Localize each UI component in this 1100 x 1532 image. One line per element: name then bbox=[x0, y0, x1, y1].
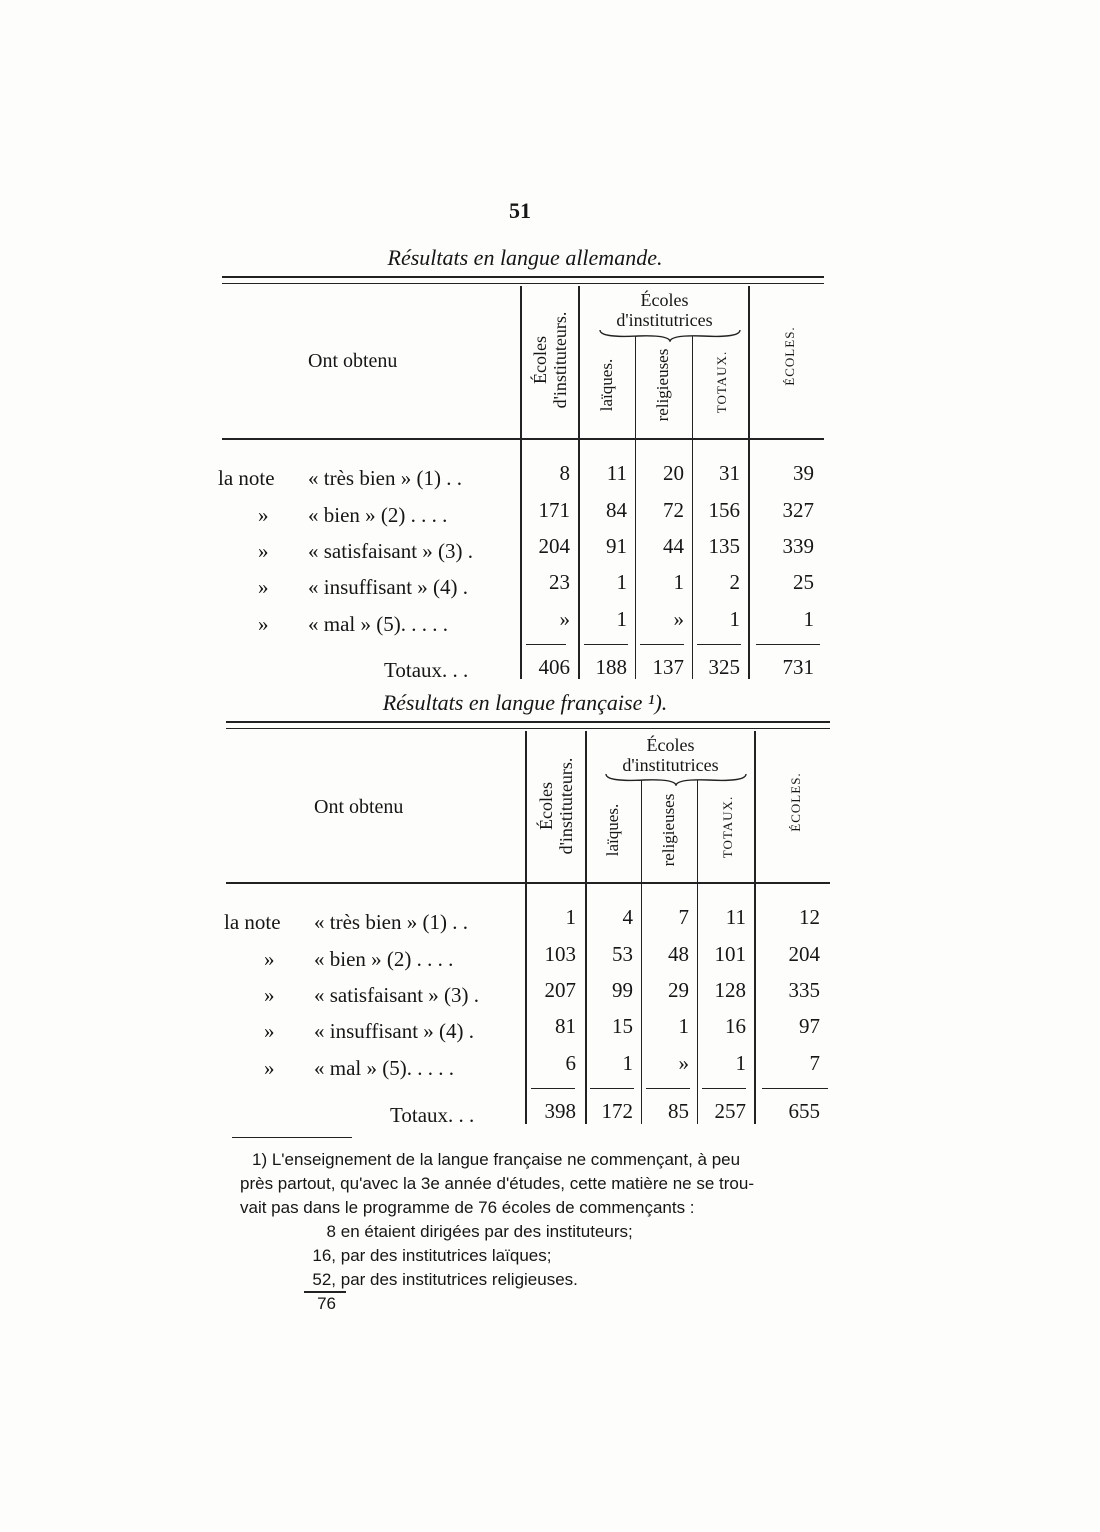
cell-totaux: 1 bbox=[735, 1051, 746, 1075]
footnote-line: 1) L'enseignement de la langue française ne commençant, à peu bbox=[252, 1150, 741, 1169]
cell-ecoles: 7 bbox=[809, 1051, 820, 1075]
row-prefix: » bbox=[258, 503, 269, 527]
cell-totaux: 31 bbox=[719, 461, 740, 485]
cell-totaux: 156 bbox=[708, 498, 740, 522]
cell-religieuses: 44 bbox=[663, 534, 684, 558]
group-brace bbox=[598, 328, 743, 342]
col-separator bbox=[520, 286, 522, 679]
col-separator bbox=[525, 731, 527, 1124]
cell-totaux: 2 bbox=[729, 570, 740, 594]
cell-ecoles: 12 bbox=[799, 905, 820, 929]
cell-instituteurs: 8 bbox=[559, 461, 570, 485]
cell-ecoles: 204 bbox=[788, 942, 820, 966]
cell-instituteurs: 103 bbox=[544, 942, 576, 966]
row-prefix: » bbox=[264, 1019, 275, 1043]
total-laiques: 172 bbox=[601, 1099, 633, 1123]
page-number: 51 bbox=[509, 198, 531, 223]
footnote-line: près partout, qu'avec la 3e année d'études, cette matière ne se trou- bbox=[240, 1174, 754, 1193]
footnote-sum-rule bbox=[304, 1291, 346, 1293]
row-label: « mal » (5). . . . . bbox=[314, 1056, 454, 1080]
row-prefix: la note bbox=[224, 910, 281, 934]
col-separator bbox=[697, 780, 698, 1124]
cell-totaux: 1 bbox=[729, 607, 740, 631]
table-title-french: Résultats en langue française ¹). bbox=[382, 690, 668, 715]
row-label: « bien » (2) . . . . bbox=[314, 947, 454, 971]
row-label: « très bien » (1) . . bbox=[314, 910, 468, 934]
total-instituteurs: 406 bbox=[538, 655, 570, 679]
cell-religieuses: » bbox=[673, 607, 684, 631]
footnote-line: vait pas dans le programme de 76 écoles de commençants : bbox=[240, 1198, 695, 1217]
cell-ecoles: 335 bbox=[788, 978, 820, 1002]
footnote-item-number: 8 bbox=[326, 1222, 336, 1241]
cell-laiques: 4 bbox=[622, 905, 633, 929]
cell-instituteurs: » bbox=[559, 607, 570, 631]
row-label: « satisfaisant » (3) . bbox=[308, 539, 474, 563]
cell-instituteurs: 1 bbox=[565, 905, 576, 929]
sum-rule bbox=[702, 1088, 746, 1089]
sum-rule bbox=[590, 1088, 634, 1089]
row-prefix: » bbox=[264, 947, 275, 971]
col-separator bbox=[748, 286, 750, 679]
cell-instituteurs: 23 bbox=[549, 570, 570, 594]
row-prefix: » bbox=[264, 1056, 275, 1080]
col-header-instituteurs: Écoles d'instituteurs. bbox=[530, 311, 570, 409]
col-separator bbox=[578, 286, 580, 679]
cell-totaux: 101 bbox=[714, 942, 746, 966]
footnote-separator bbox=[232, 1137, 352, 1138]
footnote-item-number: 52, bbox=[312, 1270, 336, 1289]
col-header-totaux: TOTAUX. bbox=[714, 350, 729, 414]
sum-rule bbox=[526, 644, 566, 645]
table-top-rule-inner bbox=[226, 728, 830, 729]
col-header-ecoles: ÉCOLES. bbox=[782, 326, 797, 386]
cell-totaux: 11 bbox=[725, 905, 746, 929]
cell-ecoles: 39 bbox=[793, 461, 814, 485]
footnote-item bbox=[240, 1220, 840, 1244]
row-label: « insuffisant » (4) . bbox=[308, 575, 469, 599]
col-header-ecoles: ÉCOLES. bbox=[788, 772, 803, 832]
cell-religieuses: 7 bbox=[678, 905, 689, 929]
row-label: « bien » (2) . . . . bbox=[308, 503, 448, 527]
col-group-institutrices: Écoles d'institutrices bbox=[622, 735, 719, 775]
row-label: « satisfaisant » (3) . bbox=[314, 983, 480, 1007]
table-top-rule bbox=[226, 721, 830, 723]
cell-religieuses: » bbox=[678, 1051, 689, 1075]
cell-instituteurs: 6 bbox=[565, 1051, 576, 1075]
table-top-rule-inner bbox=[222, 283, 824, 284]
total-totaux: 257 bbox=[714, 1099, 746, 1123]
total-laiques: 188 bbox=[595, 655, 627, 679]
header-bottom-rule bbox=[222, 438, 824, 440]
row-prefix: » bbox=[264, 983, 275, 1007]
cell-religieuses: 72 bbox=[663, 498, 684, 522]
col-separator bbox=[585, 731, 587, 1124]
cell-laiques: 53 bbox=[612, 942, 633, 966]
row-prefix: » bbox=[258, 575, 269, 599]
cell-ecoles: 339 bbox=[782, 534, 814, 558]
totals-label: Totaux. . . bbox=[384, 658, 469, 682]
cell-laiques: 1 bbox=[616, 607, 627, 631]
col-header-instituteurs: Écoles d'instituteurs. bbox=[536, 757, 576, 855]
footnote-sum-value: 76 bbox=[317, 1294, 336, 1313]
total-ecoles: 655 bbox=[788, 1099, 820, 1123]
footnote-item bbox=[240, 1268, 840, 1292]
footnote-item-text: par des institutrices laïques; bbox=[340, 1246, 552, 1265]
sum-rule bbox=[531, 1088, 575, 1089]
footnote-sum bbox=[240, 1292, 840, 1316]
cell-ecoles: 97 bbox=[799, 1014, 820, 1038]
group-brace bbox=[604, 772, 749, 786]
cell-totaux: 128 bbox=[714, 978, 746, 1002]
row-header: Ont obtenu bbox=[314, 796, 404, 818]
col-header-religieuses: religieuses bbox=[659, 793, 678, 867]
cell-ecoles: 1 bbox=[803, 607, 814, 631]
col-header-totaux: TOTAUX. bbox=[720, 795, 735, 859]
cell-ecoles: 327 bbox=[782, 498, 814, 522]
cell-religieuses: 1 bbox=[678, 1014, 689, 1038]
cell-ecoles: 25 bbox=[793, 570, 814, 594]
col-separator bbox=[641, 780, 642, 1124]
row-label: « insuffisant » (4) . bbox=[314, 1019, 475, 1043]
sum-rule bbox=[646, 1088, 690, 1089]
header-bottom-rule bbox=[226, 882, 830, 884]
sum-rule bbox=[697, 644, 741, 645]
cell-religieuses: 29 bbox=[668, 978, 689, 1002]
total-totaux: 325 bbox=[708, 655, 740, 679]
totals-label: Totaux. . . bbox=[390, 1103, 475, 1127]
cell-religieuses: 48 bbox=[668, 942, 689, 966]
col-header-laiques: laïques. bbox=[597, 358, 616, 412]
sum-rule bbox=[640, 644, 684, 645]
cell-instituteurs: 171 bbox=[538, 498, 570, 522]
sum-rule bbox=[584, 644, 628, 645]
table-top-rule bbox=[222, 276, 824, 278]
total-religieuses: 137 bbox=[652, 655, 684, 679]
footnote-item-text: en étaient dirigées par des instituteurs; bbox=[340, 1222, 633, 1241]
col-group-institutrices: Écoles d'institutrices bbox=[616, 290, 713, 330]
footnote-item-text: par des institutrices religieuses. bbox=[340, 1270, 578, 1289]
row-prefix: » bbox=[258, 539, 269, 563]
cell-instituteurs: 207 bbox=[544, 978, 576, 1002]
cell-laiques: 91 bbox=[606, 534, 627, 558]
col-header-laiques: laïques. bbox=[603, 803, 622, 857]
cell-laiques: 84 bbox=[606, 498, 627, 522]
cell-religieuses: 20 bbox=[663, 461, 684, 485]
col-separator bbox=[754, 731, 756, 1124]
cell-laiques: 99 bbox=[612, 978, 633, 1002]
cell-laiques: 11 bbox=[606, 461, 627, 485]
col-separator bbox=[635, 336, 636, 679]
cell-totaux: 16 bbox=[725, 1014, 746, 1038]
footnote-item bbox=[240, 1244, 840, 1268]
total-ecoles: 731 bbox=[782, 655, 814, 679]
footnote-item-number: 16, bbox=[312, 1246, 336, 1265]
sum-rule bbox=[762, 1088, 828, 1089]
cell-laiques: 1 bbox=[616, 570, 627, 594]
row-label: « très bien » (1) . . bbox=[308, 466, 462, 490]
row-prefix: la note bbox=[218, 466, 275, 490]
col-header-religieuses: religieuses bbox=[653, 348, 672, 422]
cell-religieuses: 1 bbox=[673, 570, 684, 594]
table-title-german: Résultats en langue allemande. bbox=[387, 245, 663, 270]
cell-laiques: 1 bbox=[622, 1051, 633, 1075]
sum-rule bbox=[756, 644, 820, 645]
row-header: Ont obtenu bbox=[308, 350, 398, 372]
total-religieuses: 85 bbox=[668, 1099, 689, 1123]
row-label: « mal » (5). . . . . bbox=[308, 612, 448, 636]
cell-instituteurs: 204 bbox=[538, 534, 570, 558]
cell-laiques: 15 bbox=[612, 1014, 633, 1038]
total-instituteurs: 398 bbox=[544, 1099, 576, 1123]
col-separator bbox=[692, 336, 693, 679]
row-prefix: » bbox=[258, 612, 269, 636]
cell-totaux: 135 bbox=[708, 534, 740, 558]
cell-instituteurs: 81 bbox=[555, 1014, 576, 1038]
